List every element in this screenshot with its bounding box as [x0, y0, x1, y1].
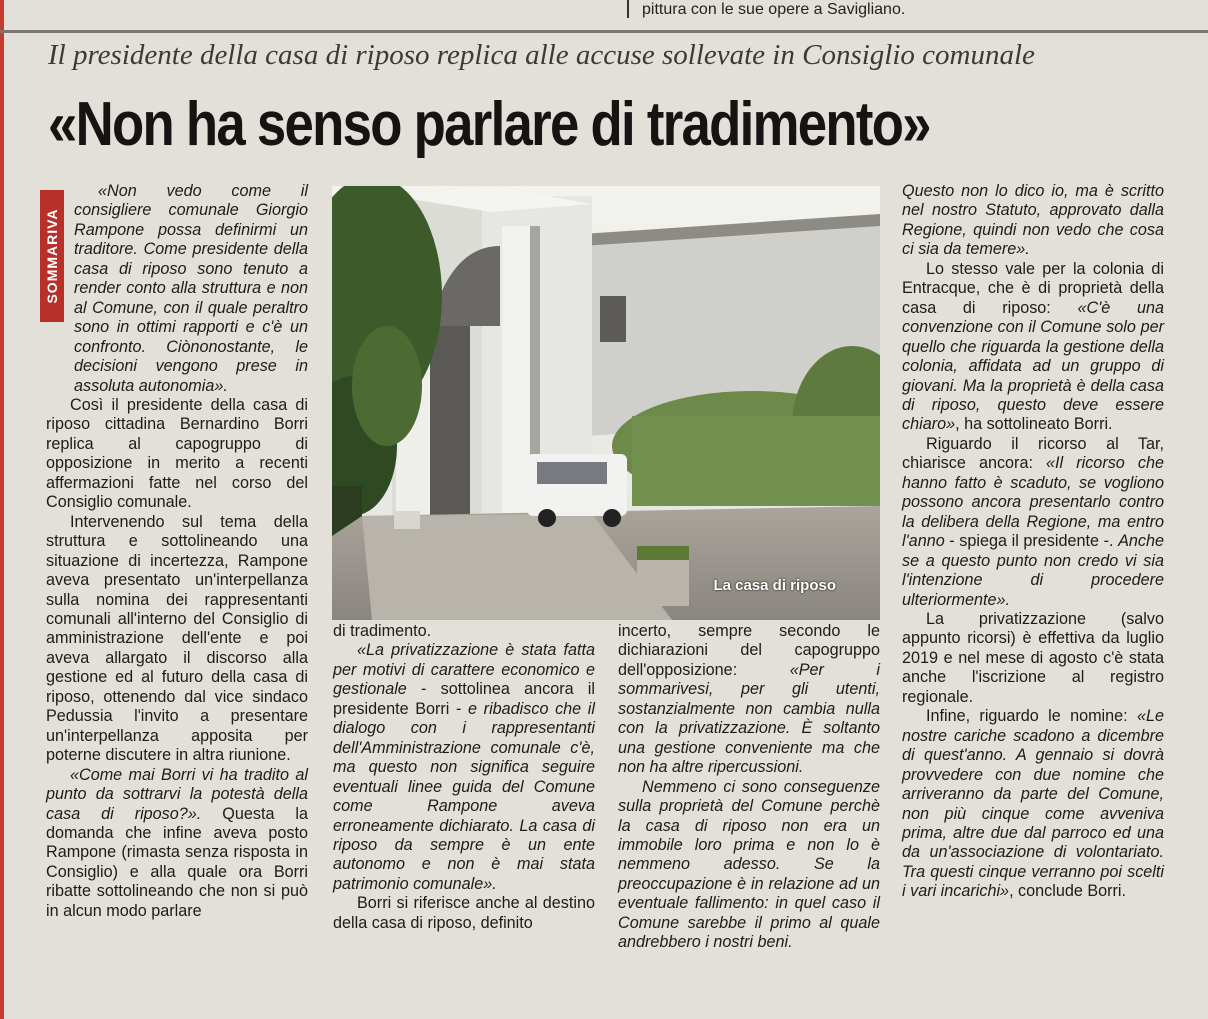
paragraph: di tradimento. [333, 622, 432, 640]
article-kicker: Il presidente della casa di riposo replica alle accuse sollevate in Consiglio comunale [48, 39, 1035, 71]
article-column-3 [618, 622, 880, 953]
article-column-1 [46, 182, 308, 921]
paragraph: «Non vedo come il consigliere comunale Giorgio Rampone possa definirmi un traditore. Come presidente della casa di riposo sono tenuto a render conto alla struttura e non al Comune, con il quale peraltro sono in ottimi rapporti e c'è un confronto. Ciònonostante, le decisioni vengono prese in assoluta autonomia». [74, 182, 308, 395]
previous-article-text: pittura con le sue opere a Savigliano. [642, 1, 906, 18]
page-edge [0, 0, 4, 1019]
building-photo-illustration [332, 186, 880, 620]
article-photo [332, 186, 880, 620]
paragraph: La privatizzazione (salvo appunto ricorsi) è effettiva da luglio 2019 e nel mese di agosto c'è stata anche l'iscrizione al registro regionale. [902, 609, 1164, 706]
paragraph: Riguardo il ricorso al Tar, chiarisce ancora: «Il ricorso che hanno fatto è scaduto, se vogliono possono ancora presentarlo contro la delibera della Regione, ma entro l'anno - spiega il presidente -. Anche se a questo punto non credo vi sia l'intenzione di procedere ulteriormente». [902, 434, 1164, 609]
article-column-2 [333, 622, 595, 933]
photo-caption: La casa di riposo [713, 577, 836, 594]
top-rule [0, 30, 1208, 33]
paragraph: «Come mai Borri vi ha tradito al punto da sottrarvi la potestà della casa di riposo?». Questa la domanda che infine aveva posto Rampone (rimasta senza risposta in Consiglio) e alla quale ora Borri ribatte sottolineando che non si può in alcun modo parlare [46, 765, 308, 920]
paragraph: Borri si riferisce anche al destino della casa di riposo, definito [333, 894, 595, 932]
column-separator [627, 0, 629, 18]
article-headline: «Non ha senso parlare di tradimento» [48, 90, 930, 159]
paragraph: Così il presidente della casa di riposo cittadina Bernardino Borri replica al capogruppo di opposizione in merito a recenti affermazioni fatte nel corso del Consiglio comunale. [46, 395, 308, 512]
paragraph: Intervenendo sul tema della struttura e sottolineando una situazione di incertezza, Rampone aveva presentato un'interpellanza sulla nomina dei rappresentanti comunali all'interno del Consiglio di amministrazione dell'ente e poi aveva allargato il discorso alla gestione ed al futuro della casa di riposo, ottenendo dal vice sindaco Pedussia l'invito a presentare un'interpellanza apposita per poterne discutere in altra riunione. [46, 512, 308, 765]
paragraph: Lo stesso vale per la colonia di Entracque, che è di proprietà della casa di riposo: «C'è una convenzione con il Comune solo per quello che riguarda la gestione della colonia, affidata ad un gruppo di giovani. Ma la proprietà è della casa di riposo, questo deve essere chiaro», ha sottolineato Borri. [902, 259, 1164, 434]
section-tag-label: SOMMARIVA [44, 208, 60, 304]
paragraph: «La privatizzazione è stata fatta per motivi di carattere economico e gestionale - sottolinea ancora il presidente Borri - e ribadisco che il dialogo con i rappresentanti dell'Amministrazione comunale c'è, ma questo non significa seguire eventuali linee guida del Comune come Rampone aveva erroneamente dichiarato. La casa di riposo da sempre è un ente autonomo e non è mai stata patrimonio comunale». [333, 641, 595, 893]
paragraph: Infine, riguardo le nomine: «Le nostre cariche scadono a dicembre di quest'anno. A gennaio si dovrà provvedere con due nomine che arriveranno da parte del Comune, non più cinque come avveniva prima, altre due dal parroco ed una da un'associazione di volontariato. Tra questi cinque verranno poi scelti i vari incarichi», conclude Borri. [902, 707, 1164, 901]
paragraph: Nemmeno ci sono conseguenze sulla proprietà del Comune perchè la casa di riposo non era un immobile loro prima e non lo è nemmeno adesso. Se la preoccupazione è in relazione ad un eventuale fallimento: in quel caso il Comune sarebbe il primo al quale andrebbero i nostri beni. [618, 777, 880, 952]
paragraph: Questo non lo dico io, ma è scritto nel nostro Statuto, approvato dalla Regione, quindi non vedo che cosa ci sia da temere». [902, 182, 1164, 259]
article-column-4 [902, 182, 1164, 902]
paragraph: incerto, sempre secondo le dichiarazioni del capogruppo dell'opposizione: «Per i sommarivesi, per gli utenti, sostanzialmente non cambia nulla con la privatizzazione. È soltanto una gestione conveniente ma che non ha altre ripercussioni. [618, 622, 880, 777]
